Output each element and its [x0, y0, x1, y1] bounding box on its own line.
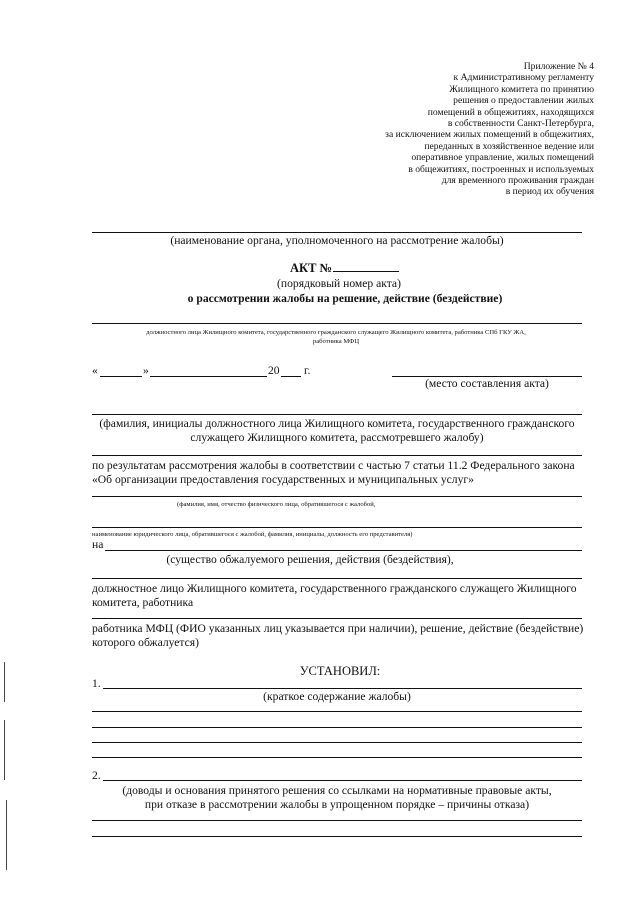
- official-line: [92, 323, 582, 324]
- appendix-line: в период их обучения: [505, 186, 594, 198]
- official-caption-line2: работника МФЦ: [312, 338, 360, 345]
- act-subject: о рассмотрении жалобы на решение, действие (бездействие): [187, 292, 503, 305]
- item2-number: 2.: [92, 769, 101, 782]
- appendix-line: Приложение № 4: [523, 61, 594, 72]
- item1-caption: (краткое содержание жалобы): [263, 690, 411, 703]
- applicant-line: [92, 496, 582, 497]
- reviewer-line: [92, 414, 582, 415]
- act-title: [290, 261, 399, 276]
- scan-edge-mark: [6, 800, 7, 870]
- official-text-line: [92, 578, 582, 579]
- essence-caption: (существо обжалуемого решения, действия (бездействия),: [166, 553, 454, 566]
- appendix-line: в общежитиях, построенных и используемых: [408, 163, 594, 175]
- appendix-line: переданных в хозяйственное ведение или: [424, 140, 594, 152]
- item1-extra-line-2: [92, 727, 582, 728]
- item1-number: 1.: [92, 677, 101, 690]
- date-day-field: [100, 376, 142, 377]
- essence-line: [105, 550, 582, 551]
- item2-caption-line2: при отказе в рассмотрении жалобы в упрощенном порядке – причины отказа): [144, 798, 530, 811]
- date-year-field: [281, 376, 301, 377]
- established-heading: УСТАНОВИЛ:: [299, 664, 381, 678]
- item2-extra-line-1: [92, 820, 582, 821]
- individual-caption: (фамилия, имя, отчество физического лица, обратившегося с жалобой,: [177, 501, 376, 508]
- appendix-line: за исключением жилых помещений в общежитиях,: [385, 129, 594, 141]
- appendix-block: [334, 61, 594, 198]
- on-word: на: [92, 538, 104, 551]
- organ-caption: (наименование органа, уполномоченного на рассмотрение жалобы): [170, 234, 504, 247]
- appendix-line: Жилищного комитета по принятию: [449, 83, 594, 95]
- date-year-prefix: 20: [268, 364, 280, 377]
- item1-extra-line-4: [92, 757, 582, 758]
- item2-line: [103, 780, 582, 781]
- basis-line: [92, 455, 582, 456]
- official-text: должностное лицо Жилищного комитета, государственного гражданского служащего Жилищного комитета, работника: [92, 582, 577, 609]
- mfc-text: работника МФЦ (ФИО указанных лиц указывается при наличии), решение, действие (бездействие) которого обжалуется): [92, 622, 584, 649]
- date-open-quote: «: [92, 364, 98, 377]
- legal-line: [92, 527, 582, 528]
- item1-extra-line-1: [92, 711, 582, 712]
- date-close-quote: »: [143, 364, 149, 377]
- appendix-line: в собственности Санкт-Петербурга,: [447, 118, 594, 130]
- item2-extra-line-2: [92, 836, 582, 837]
- date-month-field: [150, 376, 267, 377]
- organ-name-line: [92, 232, 582, 233]
- appendix-line: оперативное управление, жилых помещений: [411, 152, 594, 164]
- act-title-text: АКТ №: [290, 261, 333, 275]
- scan-edge-mark: [4, 662, 5, 702]
- appendix-line: помещений в общежитиях, находящихся: [427, 106, 594, 118]
- item1-extra-line-3: [92, 742, 582, 743]
- item2-caption-line1: (доводы и основания принятого решения со ссылками на нормативные правовые акты,: [122, 784, 552, 797]
- place-caption: (место составления акта): [425, 377, 549, 390]
- act-number-field: [333, 261, 399, 272]
- official-caption-line1: должностного лица Жилищного комитета, государственного гражданского служащего Жилищного комитета, работника СПб ГКУ ЖА,: [146, 329, 526, 336]
- basis-text: по результатам рассмотрения жалобы в соответствии с частью 7 статьи 11.2 Федерального закона «Об организации предоставления государственных и муниципальных услуг»: [92, 459, 575, 486]
- item1-line: [103, 688, 582, 689]
- appendix-line: для временного проживания граждан: [441, 175, 594, 187]
- act-number-caption: (порядковый номер акта): [277, 277, 401, 290]
- reviewer-caption: (фамилия, инициалы должностного лица Жилищного комитета, государственного гражданского служащего Жилищного комитета, рассмотревшего жалобу): [99, 417, 575, 444]
- mfc-line: [92, 618, 582, 619]
- appendix-line: решения о предоставлении жилых: [453, 95, 594, 107]
- legal-caption: наименование юридического лица, обратившегося с жалобой, фамилия, инициалы, должность его представителя): [92, 531, 413, 538]
- appendix-line: к Административному регламенту: [453, 72, 594, 84]
- date-year-suffix: г.: [304, 364, 311, 377]
- scan-edge-mark: [4, 720, 5, 780]
